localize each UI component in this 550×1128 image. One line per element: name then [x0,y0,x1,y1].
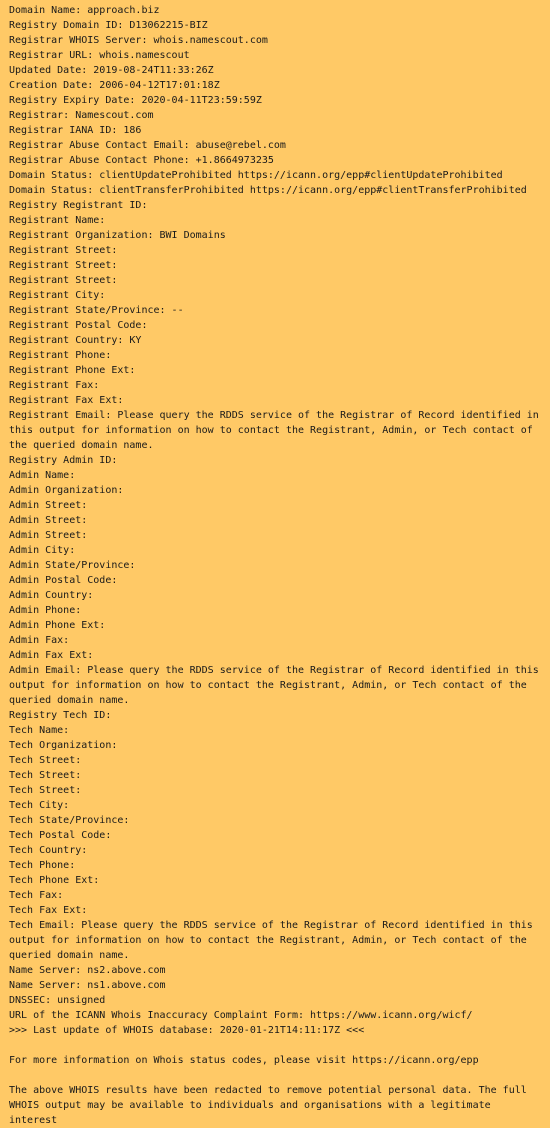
whois-line: Tech City: [9,800,70,811]
whois-line: Tech Fax Ext: [9,905,88,916]
whois-line: Tech Fax: [9,890,64,901]
whois-line: Registry Domain ID: D13062215-BIZ [9,20,208,31]
whois-line: Registrant Fax: [9,380,100,391]
whois-line: Admin Fax Ext: [9,650,94,661]
whois-line: Registrant Postal Code: [9,320,148,331]
whois-line: Registrant Phone Ext: [9,365,136,376]
whois-line: Tech Street: [9,785,82,796]
whois-line: Admin Street: [9,500,88,511]
whois-line: DNSSEC: unsigned [9,995,106,1006]
whois-line: Admin Street: [9,515,88,526]
whois-line: Admin Street: [9,530,88,541]
whois-line: >>> Last update of WHOIS database: 2020-01-21T14:11:17Z <<< [9,1025,365,1036]
whois-line: Domain Name: approach.biz [9,5,160,16]
whois-line: Admin Phone Ext: [9,620,106,631]
whois-line: Tech Street: [9,755,82,766]
whois-line: Registrar Abuse Contact Phone: +1.8664973235 [9,155,274,166]
whois-line: Registrant Country: KY [9,335,142,346]
whois-line: Registrant Name: [9,215,106,226]
whois-line: Admin Postal Code: [9,575,118,586]
whois-line: The above WHOIS results have been redacted to remove potential personal data. The full WHOIS output may be available to individuals and organisations with a legitimate interest [9,1085,533,1126]
whois-line: URL of the ICANN Whois Inaccuracy Complaint Form: https://www.icann.org/wicf/ [9,1010,473,1021]
whois-line: Admin State/Province: [9,560,136,571]
whois-line: Admin Organization: [9,485,124,496]
whois-line: Tech Postal Code: [9,830,112,841]
whois-line: Registrant City: [9,290,106,301]
whois-line: Registrant Street: [9,245,118,256]
whois-line: Tech State/Province: [9,815,130,826]
whois-line: Admin Email: Please query the RDDS service of the Registrar of Record identified in this output for information on how to contact the Registrant, Admin, or Tech contact of the queried domain name. [9,665,545,706]
whois-line [9,1068,541,1083]
whois-line: Registrant Organization: BWI Domains [9,230,226,241]
whois-line: Admin Fax: [9,635,70,646]
whois-line: Registrar: Namescout.com [9,110,154,121]
whois-line: Name Server: ns2.above.com [9,965,166,976]
whois-line: Tech Organization: [9,740,118,751]
whois-line [9,1038,541,1053]
whois-line: Tech Email: Please query the RDDS service of the Registrar of Record identified in this output for information on how to contact the Registrant, Admin, or Tech contact of the queried domain name. [9,920,539,961]
whois-line: Tech Country: [9,845,88,856]
whois-line: Registrar Abuse Contact Email: abuse@rebel.com [9,140,286,151]
whois-line: Registrar IANA ID: 186 [9,125,142,136]
whois-line: Tech Name: [9,725,70,736]
whois-line: Registrant Street: [9,260,118,271]
whois-line: For more information on Whois status codes, please visit https://icann.org/epp [9,1055,479,1066]
whois-line: Admin City: [9,545,76,556]
whois-line: Registry Admin ID: [9,455,118,466]
whois-line: Name Server: ns1.above.com [9,980,166,991]
whois-line: Registrar URL: whois.namescout [9,50,190,61]
whois-line: Updated Date: 2019-08-24T11:33:26Z [9,65,214,76]
whois-line: Admin Country: [9,590,94,601]
whois-line: Domain Status: clientTransferProhibited https://icann.org/epp#clientTransferProhibited [9,185,527,196]
whois-line: Registrar WHOIS Server: whois.namescout.com [9,35,268,46]
whois-line: Registrant State/Province: -- [9,305,184,316]
whois-line: Registrant Email: Please query the RDDS service of the Registrar of Record identified in this output for information on how to contact the Registrant, Admin, or Tech contact of the queried domain name. [9,410,545,451]
whois-line: Registry Tech ID: [9,710,112,721]
whois-line: Admin Name: [9,470,76,481]
whois-line: Registry Registrant ID: [9,200,148,211]
whois-line: Creation Date: 2006-04-12T17:01:18Z [9,80,220,91]
whois-line: Tech Phone: [9,860,76,871]
whois-line: Registry Expiry Date: 2020-04-11T23:59:59Z [9,95,262,106]
whois-line: Tech Street: [9,770,82,781]
whois-line: Domain Status: clientUpdateProhibited https://icann.org/epp#clientUpdateProhibited [9,170,503,181]
whois-line: Registrant Street: [9,275,118,286]
whois-line: Tech Phone Ext: [9,875,100,886]
whois-line: Registrant Fax Ext: [9,395,124,406]
whois-line: Registrant Phone: [9,350,112,361]
whois-line: Admin Phone: [9,605,82,616]
